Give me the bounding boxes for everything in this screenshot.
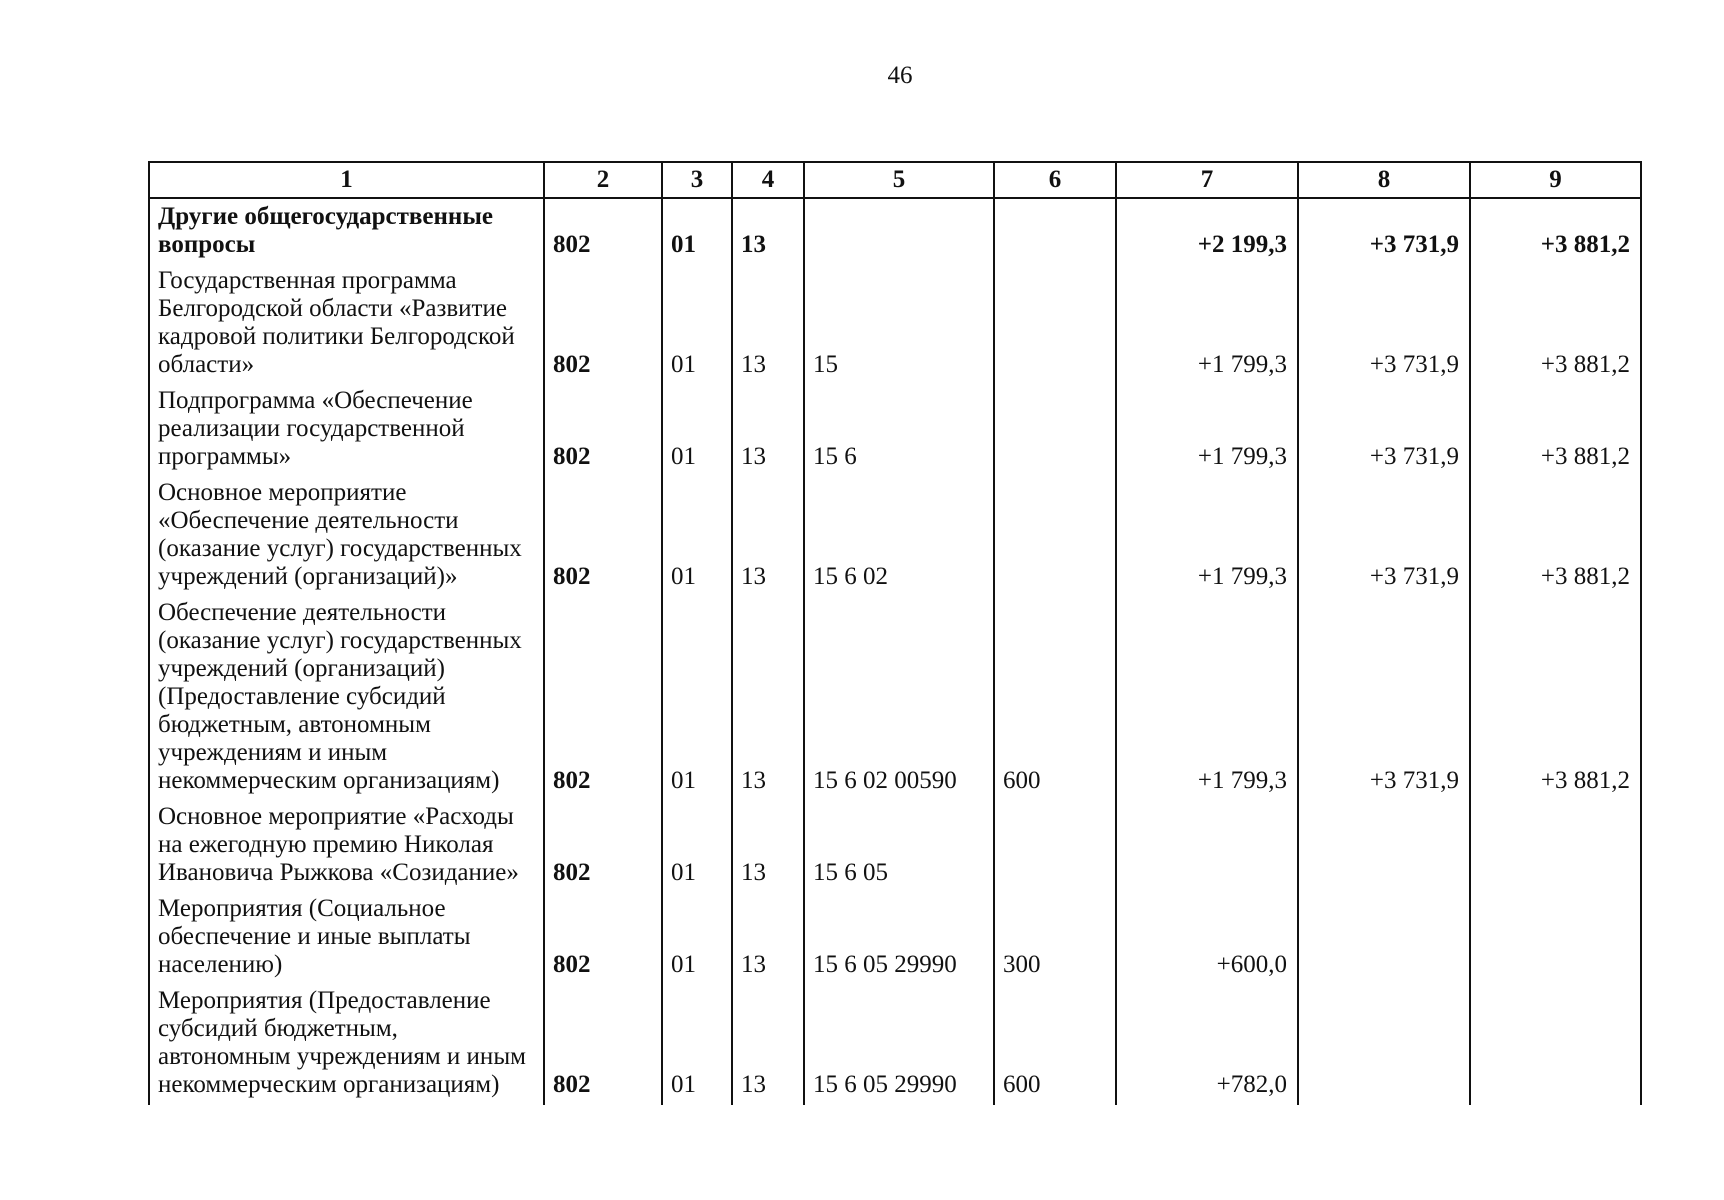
cell-amount-col7: +1 799,3 bbox=[1116, 475, 1298, 595]
table-row bbox=[149, 383, 1641, 475]
cell-name: Подпрограмма «Обеспечение реализации государственной программы» bbox=[149, 383, 544, 475]
header-cell: 7 bbox=[1116, 162, 1298, 198]
budget-table bbox=[148, 161, 1642, 1105]
header-cell: 9 bbox=[1470, 162, 1641, 198]
header-cell: 8 bbox=[1298, 162, 1470, 198]
cell-csr bbox=[804, 198, 994, 263]
cell-pr: 13 bbox=[732, 595, 804, 799]
cell-ved: 802 bbox=[544, 799, 662, 891]
cell-amount-col8: +3 731,9 bbox=[1298, 263, 1470, 383]
cell-pr: 13 bbox=[732, 383, 804, 475]
header-cell: 4 bbox=[732, 162, 804, 198]
cell-vr: 600 bbox=[994, 595, 1116, 799]
cell-rz: 01 bbox=[662, 595, 732, 799]
cell-rz: 01 bbox=[662, 983, 732, 1105]
cell-rz: 01 bbox=[662, 198, 732, 263]
cell-csr: 15 6 05 bbox=[804, 799, 994, 891]
cell-amount-col9: +3 881,2 bbox=[1470, 263, 1641, 383]
cell-amount-col8: +3 731,9 bbox=[1298, 383, 1470, 475]
cell-csr: 15 6 02 bbox=[804, 475, 994, 595]
cell-csr: 15 6 05 29990 bbox=[804, 891, 994, 983]
cell-ved: 802 bbox=[544, 983, 662, 1105]
cell-rz: 01 bbox=[662, 383, 732, 475]
cell-amount-col8: +3 731,9 bbox=[1298, 595, 1470, 799]
cell-rz: 01 bbox=[662, 891, 732, 983]
table-row bbox=[149, 891, 1641, 983]
cell-name: Основное мероприятие «Обеспечение деятельности (оказание услуг) государственных учреждений (организаций)» bbox=[149, 475, 544, 595]
cell-vr bbox=[994, 263, 1116, 383]
header-cell: 1 bbox=[149, 162, 544, 198]
cell-name: Основное мероприятие «Расходы на ежегодную премию Николая Ивановича Рыжкова «Созидание» bbox=[149, 799, 544, 891]
cell-csr: 15 6 05 29990 bbox=[804, 983, 994, 1105]
cell-amount-col8 bbox=[1298, 799, 1470, 891]
cell-ved: 802 bbox=[544, 383, 662, 475]
cell-amount-col7: +782,0 bbox=[1116, 983, 1298, 1105]
cell-ved: 802 bbox=[544, 475, 662, 595]
cell-amount-col9 bbox=[1470, 799, 1641, 891]
cell-amount-col9: +3 881,2 bbox=[1470, 198, 1641, 263]
cell-amount-col8: +3 731,9 bbox=[1298, 198, 1470, 263]
cell-pr: 13 bbox=[732, 263, 804, 383]
cell-vr: 300 bbox=[994, 891, 1116, 983]
cell-csr: 15 6 bbox=[804, 383, 994, 475]
cell-rz: 01 bbox=[662, 799, 732, 891]
cell-amount-col9: +3 881,2 bbox=[1470, 595, 1641, 799]
cell-csr: 15 6 02 00590 bbox=[804, 595, 994, 799]
table-body bbox=[149, 198, 1641, 1105]
cell-csr: 15 bbox=[804, 263, 994, 383]
cell-amount-col7: +1 799,3 bbox=[1116, 595, 1298, 799]
header-cell: 5 bbox=[804, 162, 994, 198]
table-row bbox=[149, 475, 1641, 595]
cell-name: Государственная программа Белгородской области «Развитие кадровой политики Белгородской области» bbox=[149, 263, 544, 383]
cell-rz: 01 bbox=[662, 263, 732, 383]
cell-name: Мероприятия (Социальное обеспечение и иные выплаты населению) bbox=[149, 891, 544, 983]
table-row bbox=[149, 263, 1641, 383]
cell-pr: 13 bbox=[732, 475, 804, 595]
cell-pr: 13 bbox=[732, 799, 804, 891]
cell-amount-col9: +3 881,2 bbox=[1470, 383, 1641, 475]
cell-amount-col7: +1 799,3 bbox=[1116, 263, 1298, 383]
table-row bbox=[149, 799, 1641, 891]
cell-pr: 13 bbox=[732, 198, 804, 263]
cell-name: Мероприятия (Предоставление субсидий бюджетным, автономным учреждениям и иным некоммерческим организациям) bbox=[149, 983, 544, 1105]
cell-amount-col9 bbox=[1470, 983, 1641, 1105]
cell-vr bbox=[994, 383, 1116, 475]
cell-amount-col8: +3 731,9 bbox=[1298, 475, 1470, 595]
header-cell: 2 bbox=[544, 162, 662, 198]
cell-amount-col8 bbox=[1298, 983, 1470, 1105]
cell-amount-col7: +2 199,3 bbox=[1116, 198, 1298, 263]
cell-amount-col7: +1 799,3 bbox=[1116, 383, 1298, 475]
cell-vr: 600 bbox=[994, 983, 1116, 1105]
cell-vr bbox=[994, 475, 1116, 595]
cell-vr bbox=[994, 198, 1116, 263]
cell-pr: 13 bbox=[732, 983, 804, 1105]
cell-amount-col9: +3 881,2 bbox=[1470, 475, 1641, 595]
cell-ved: 802 bbox=[544, 263, 662, 383]
cell-amount-col7: +600,0 bbox=[1116, 891, 1298, 983]
cell-rz: 01 bbox=[662, 475, 732, 595]
table-row bbox=[149, 983, 1641, 1105]
header-cell: 3 bbox=[662, 162, 732, 198]
cell-ved: 802 bbox=[544, 198, 662, 263]
page-number: 46 bbox=[887, 62, 913, 89]
cell-pr: 13 bbox=[732, 891, 804, 983]
cell-name: Обеспечение деятельности (оказание услуг) государственных учреждений (организаций) (Предоставление субсидий бюджетным, автономным учреждениям и иным некоммерческим организациям) bbox=[149, 595, 544, 799]
cell-ved: 802 bbox=[544, 891, 662, 983]
header-row bbox=[149, 162, 1641, 198]
cell-amount-col7 bbox=[1116, 799, 1298, 891]
table-row bbox=[149, 595, 1641, 799]
cell-amount-col8 bbox=[1298, 891, 1470, 983]
cell-ved: 802 bbox=[544, 595, 662, 799]
cell-vr bbox=[994, 799, 1116, 891]
cell-amount-col9 bbox=[1470, 891, 1641, 983]
cell-name: Другие общегосударственные вопросы bbox=[149, 198, 544, 263]
header-cell: 6 bbox=[994, 162, 1116, 198]
table-row bbox=[149, 198, 1641, 263]
